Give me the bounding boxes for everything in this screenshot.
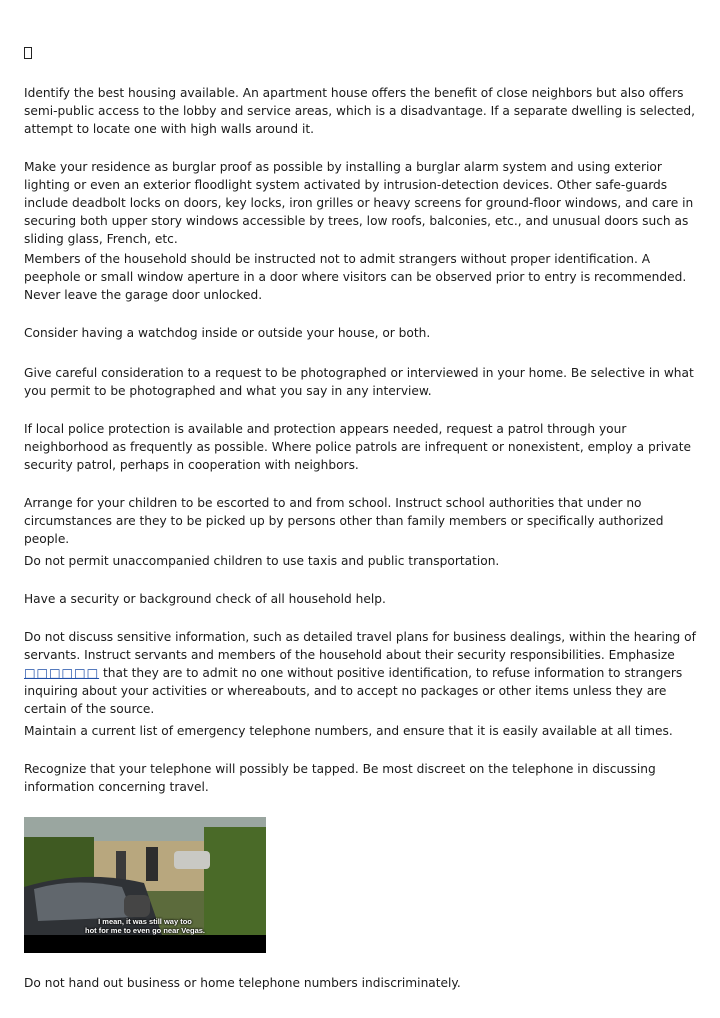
missing-glyph-icon <box>24 47 32 59</box>
paragraph-emergency-numbers: Maintain a current list of emergency telephone numbers, and ensure that it is easily available at all times. <box>24 724 673 738</box>
paragraph-children-school: Arrange for your children to be escorted to and from school. Instruct school authorities that under no circumstances are they to be picked up by persons other than family members or specifically authorized people. <box>24 496 664 546</box>
inline-link[interactable]: □□□□□□ <box>24 666 100 680</box>
paragraph-watchdog: Consider having a watchdog inside or outside your house, or both. <box>24 326 431 340</box>
paragraph-unaccompanied-children: Do not permit unaccompanied children to use taxis and public transportation. <box>24 554 500 568</box>
video-subtitle-line2: hot for me to even go near Vegas. <box>84 926 206 935</box>
paragraph-household-strangers: Members of the household should be instructed not to admit strangers without proper identification. A peephole or small window aperture in a door where visitors can be observed prior to entry is recommended. Never leave the garage door unlocked. <box>24 252 687 302</box>
paragraph-telephone-tapped: Recognize that your telephone will possibly be tapped. Be most discreet on the telephone in discussing information concerning travel. <box>24 762 656 794</box>
paragraph-telephone-numbers: Do not hand out business or home telephone numbers indiscriminately. <box>24 976 461 990</box>
paragraph-text-before-link: Do not discuss sensitive information, such as detailed travel plans for business dealings, within the hearing of servants. Instruct servants and members of the household about their security responsibilities. Emphasize <box>24 630 696 662</box>
paragraph-photographed: Give careful consideration to a request to be photographed or interviewed in your home. Be selective in what you permit to be photographed and what you say in any interview. <box>24 366 694 398</box>
paragraph-background-check: Have a security or background check of all household help. <box>24 592 386 606</box>
paragraph-housing: Identify the best housing available. An apartment house offers the benefit of close neighbors but also offers semi-public access to the lobby and service areas, which is a disadvantage. If a separate dwelling is selected, attempt to locate one with high walls around it. <box>24 86 696 136</box>
paragraph-burglar-proof: Make your residence as burglar proof as possible by installing a burglar alarm system and using exterior lighting or even an exterior floodlight system activated by intrusion-detection devices. Other safe-guards include deadbolt locks on doors, key locks, iron grilles or heavy screens for ground-floor windows, and care in securing both upper story windows accessible by trees, low roofs, balconies, etc., and unusual doors such as sliding glass, French, etc. <box>24 160 694 246</box>
paragraph-police-patrol: If local police protection is available and protection appears needed, request a patrol through your neighborhood as frequently as possible. Where police patrols are infrequent or nonexistent, employ a private security patrol, perhaps in cooperation with neighbors. <box>24 422 692 472</box>
video-subtitle-line1: I mean, it was still way too <box>98 917 192 926</box>
video-frame[interactable] <box>24 817 266 953</box>
paragraph-text-after-link: that they are to admit no one without positive identification, to refuse information to strangers inquiring about your activities or whereabouts, and to accept no packages or other items unless they are certain of the source. <box>24 666 683 716</box>
paragraph-sensitive-information <box>24 628 700 718</box>
